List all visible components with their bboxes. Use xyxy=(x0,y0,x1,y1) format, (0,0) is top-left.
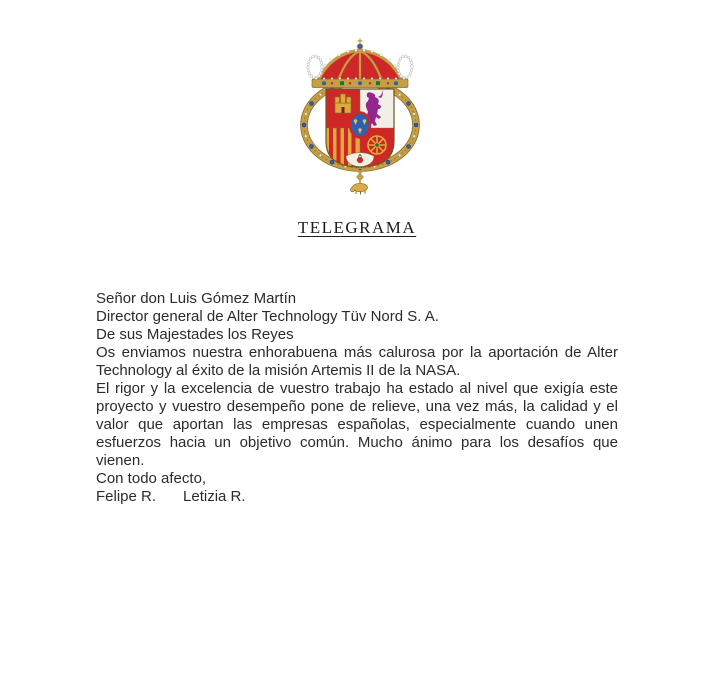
royal-coat-of-arms-logo xyxy=(298,37,422,198)
recipient-title: Director general de Alter Technology Tüv Nord S. A. xyxy=(96,308,439,325)
paragraph-congratulations: Os enviamos nuestra enhorabuena más calurosa por la aportación de Alter Technology al éxito de la misión Artemis II de la NASA. xyxy=(96,344,618,379)
golden-fleece-pendant xyxy=(350,168,367,194)
page-title: TELEGRAMA xyxy=(297,218,417,237)
recipient-name: Señor don Luis Gómez Martín xyxy=(96,290,297,307)
paragraph-praise: El rigor y la excelencia de vuestro trabajo ha estado al nivel que exigía este proyecto y vuestro desempeño pone de relieve, una vez más, la calidad y el valor que aportan las empresas españolas, especialmente cuando unen esfuerzos hacia un objetivo común. Mucho ánimo para los desafíos que vienen. xyxy=(96,380,618,469)
signature-felipe: Felipe R. xyxy=(96,488,157,505)
royal-crown xyxy=(308,39,412,88)
signature-letizia: Letizia R. xyxy=(183,488,246,505)
recipient-block xyxy=(96,290,618,326)
letter-body xyxy=(96,290,618,506)
signature-line xyxy=(96,488,618,506)
closing-line: Con todo afecto, xyxy=(96,470,207,487)
royal-shield xyxy=(326,89,394,167)
bourbon-inescutcheon xyxy=(350,113,370,138)
sender-line: De sus Majestades los Reyes xyxy=(96,326,294,343)
